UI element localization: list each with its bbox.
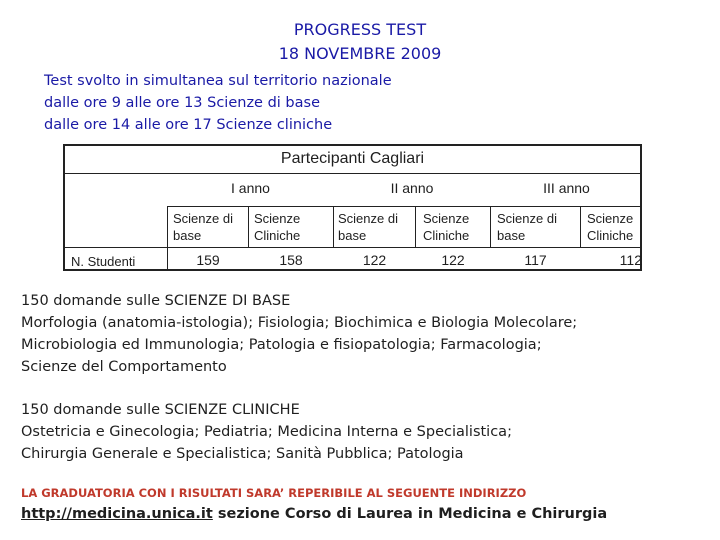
year-header-3: III anno — [543, 180, 590, 196]
intro-line-3: dalle ore 14 alle ore 17 Scienze cliniche — [44, 117, 333, 133]
row-label: N. Studenti — [71, 254, 136, 269]
clinic-heading: 150 domande sulle SCIENZE CLINICHE — [21, 402, 300, 418]
participants-table — [63, 144, 642, 271]
subheader-3: Scienze di base — [338, 211, 398, 243]
title-line-1: PROGRESS TEST — [293, 20, 427, 39]
subheader-2: Scienze Cliniche — [254, 211, 301, 243]
intro-line-1: Test svolto in simultanea sul territorio nazionale — [44, 73, 392, 89]
value-cell: 158 — [279, 252, 303, 268]
value-cell: 159 — [196, 252, 220, 268]
footer-address — [21, 506, 607, 522]
subheader-4: Scienze Cliniche — [423, 211, 470, 243]
subheader-1: Scienze di base — [173, 211, 233, 243]
medicina-link[interactable]: http://medicina.unica.it — [21, 506, 213, 522]
title-line-2: 18 NOVEMBRE 2009 — [278, 44, 442, 63]
year-header-1: I anno — [231, 180, 270, 196]
table-divider — [490, 206, 491, 247]
table-divider — [415, 206, 416, 247]
table-divider — [580, 206, 581, 247]
base-line-3: Scienze del Comportamento — [21, 359, 227, 375]
table-caption: Partecipanti Cagliari — [280, 150, 425, 167]
subheader-6: Scienze Cliniche — [587, 211, 634, 243]
table-divider — [333, 206, 334, 247]
table-divider — [248, 206, 249, 247]
table-rule — [65, 173, 640, 174]
intro-line-2: dalle ore 9 alle ore 13 Scienze di base — [44, 95, 320, 111]
value-cell: 112 — [619, 252, 642, 268]
clinic-line-1: Ostetricia e Ginecologia; Pediatria; Medicina Interna e Specialistica; — [21, 424, 512, 440]
base-line-2: Microbiologia ed Immunologia; Patologia e fisiopatologia; Farmacologia; — [21, 337, 542, 353]
footer-address-suffix: sezione Corso di Laurea in Medicina e Chirurgia — [212, 506, 608, 522]
ranking-notice: LA GRADUATORIA CON I RISULTATI SARA’ REPERIBILE AL SEGUENTE INDIRIZZO — [21, 486, 527, 500]
value-cell: 122 — [441, 252, 465, 268]
base-heading: 150 domande sulle SCIENZE DI BASE — [21, 293, 291, 309]
clinic-line-2: Chirurgia Generale e Specialistica; Sanità Pubblica; Patologia — [21, 446, 464, 462]
table-rule — [65, 247, 640, 248]
year-header-2: II anno — [390, 180, 434, 196]
subheader-5: Scienze di base — [497, 211, 557, 243]
value-cell: 122 — [362, 252, 387, 268]
table-rule — [167, 206, 640, 207]
base-line-1: Morfologia (anatomia-istologia); Fisiologia; Biochimica e Biologia Molecolare; — [21, 315, 578, 331]
value-cell: 117 — [524, 252, 547, 268]
